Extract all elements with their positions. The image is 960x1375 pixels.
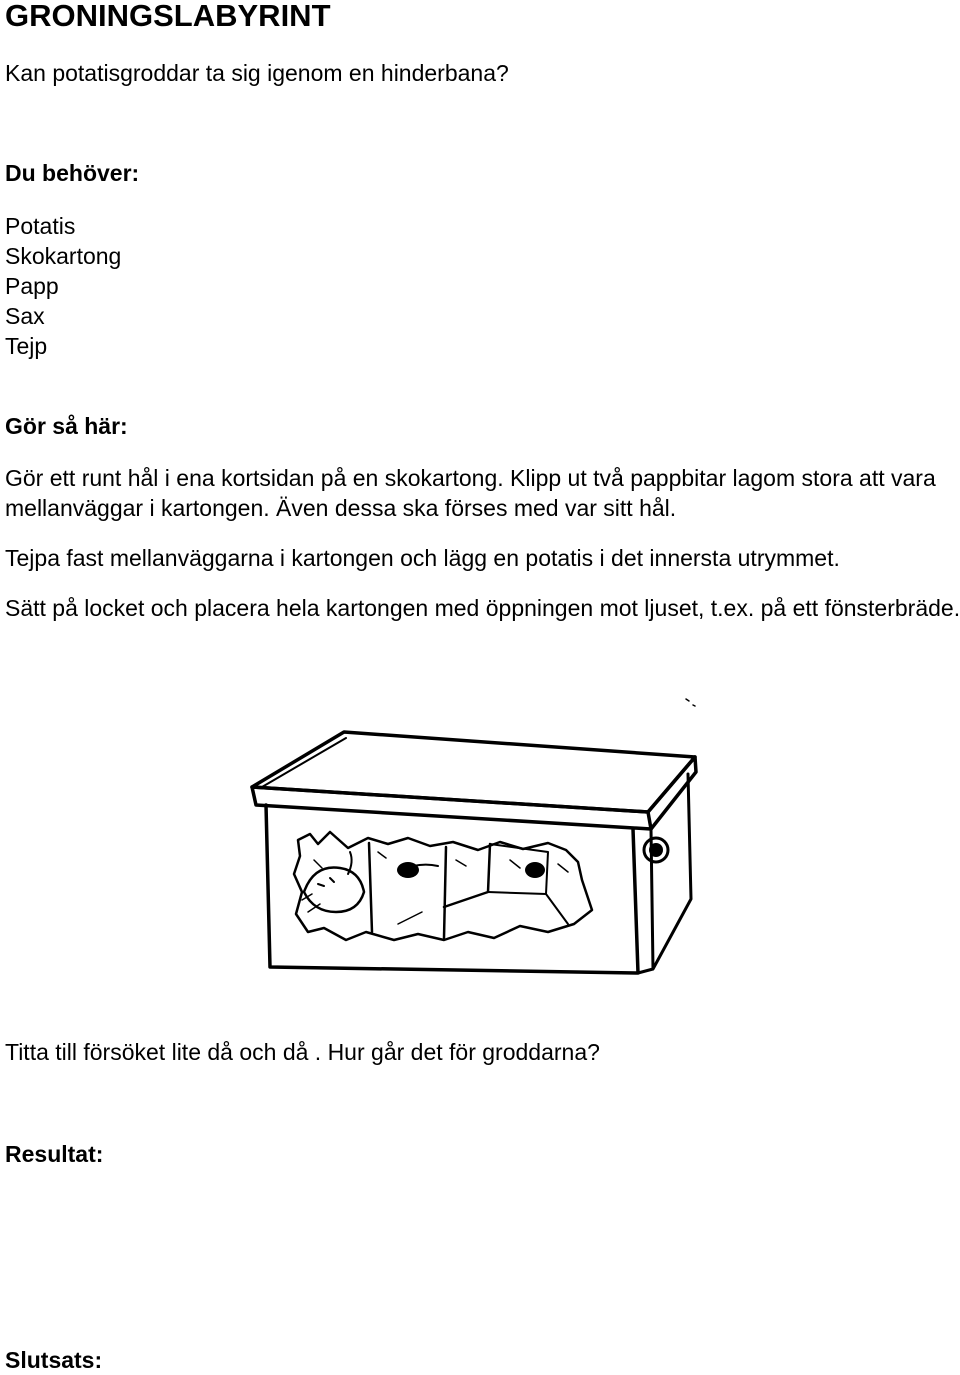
list-item: Papp: [5, 273, 59, 299]
materials-heading: Du behöver:: [5, 160, 140, 186]
instruction-paragraph: Sätt på locket och placera hela kartongen med öppningen mot ljuset, t.ex. på ett fönsterbräde.: [5, 595, 960, 621]
conclusion-heading: Slutsats:: [5, 1347, 103, 1373]
potato-icon: [304, 868, 364, 913]
lid-front: [252, 787, 651, 829]
followup-question: Titta till försöket lite då och då . Hur går det för groddarna?: [5, 1039, 600, 1065]
subtitle-question: Kan potatisgroddar ta sig igenom en hinderbana?: [5, 60, 509, 86]
page-title: GRONINGSLABYRINT: [5, 0, 331, 33]
instruction-paragraph: Tejpa fast mellanväggarna i kartongen och lägg en potatis i det innersta utrymmet.: [5, 545, 840, 571]
box-side: [638, 774, 691, 973]
shoebox-maze-illustration: [248, 692, 708, 977]
materials-list: [5, 211, 121, 361]
instructions-heading: Gör så här:: [5, 413, 128, 439]
instructions: [5, 463, 960, 643]
list-item: Skokartong: [5, 243, 122, 269]
instruction-paragraph: Gör ett runt hål i ena kortsidan på en skokartong. Klipp ut två pappbitar lagom stora att vara mellanväggar i kartongen. Även dessa ska förses med var sitt hål.: [5, 465, 936, 521]
list-item: Tejp: [5, 333, 48, 359]
box-front: [266, 805, 638, 973]
result-heading: Resultat:: [5, 1141, 104, 1167]
list-item: Potatis: [5, 213, 76, 239]
wall-hole-icon: [525, 862, 545, 878]
list-item: Sax: [5, 303, 45, 329]
